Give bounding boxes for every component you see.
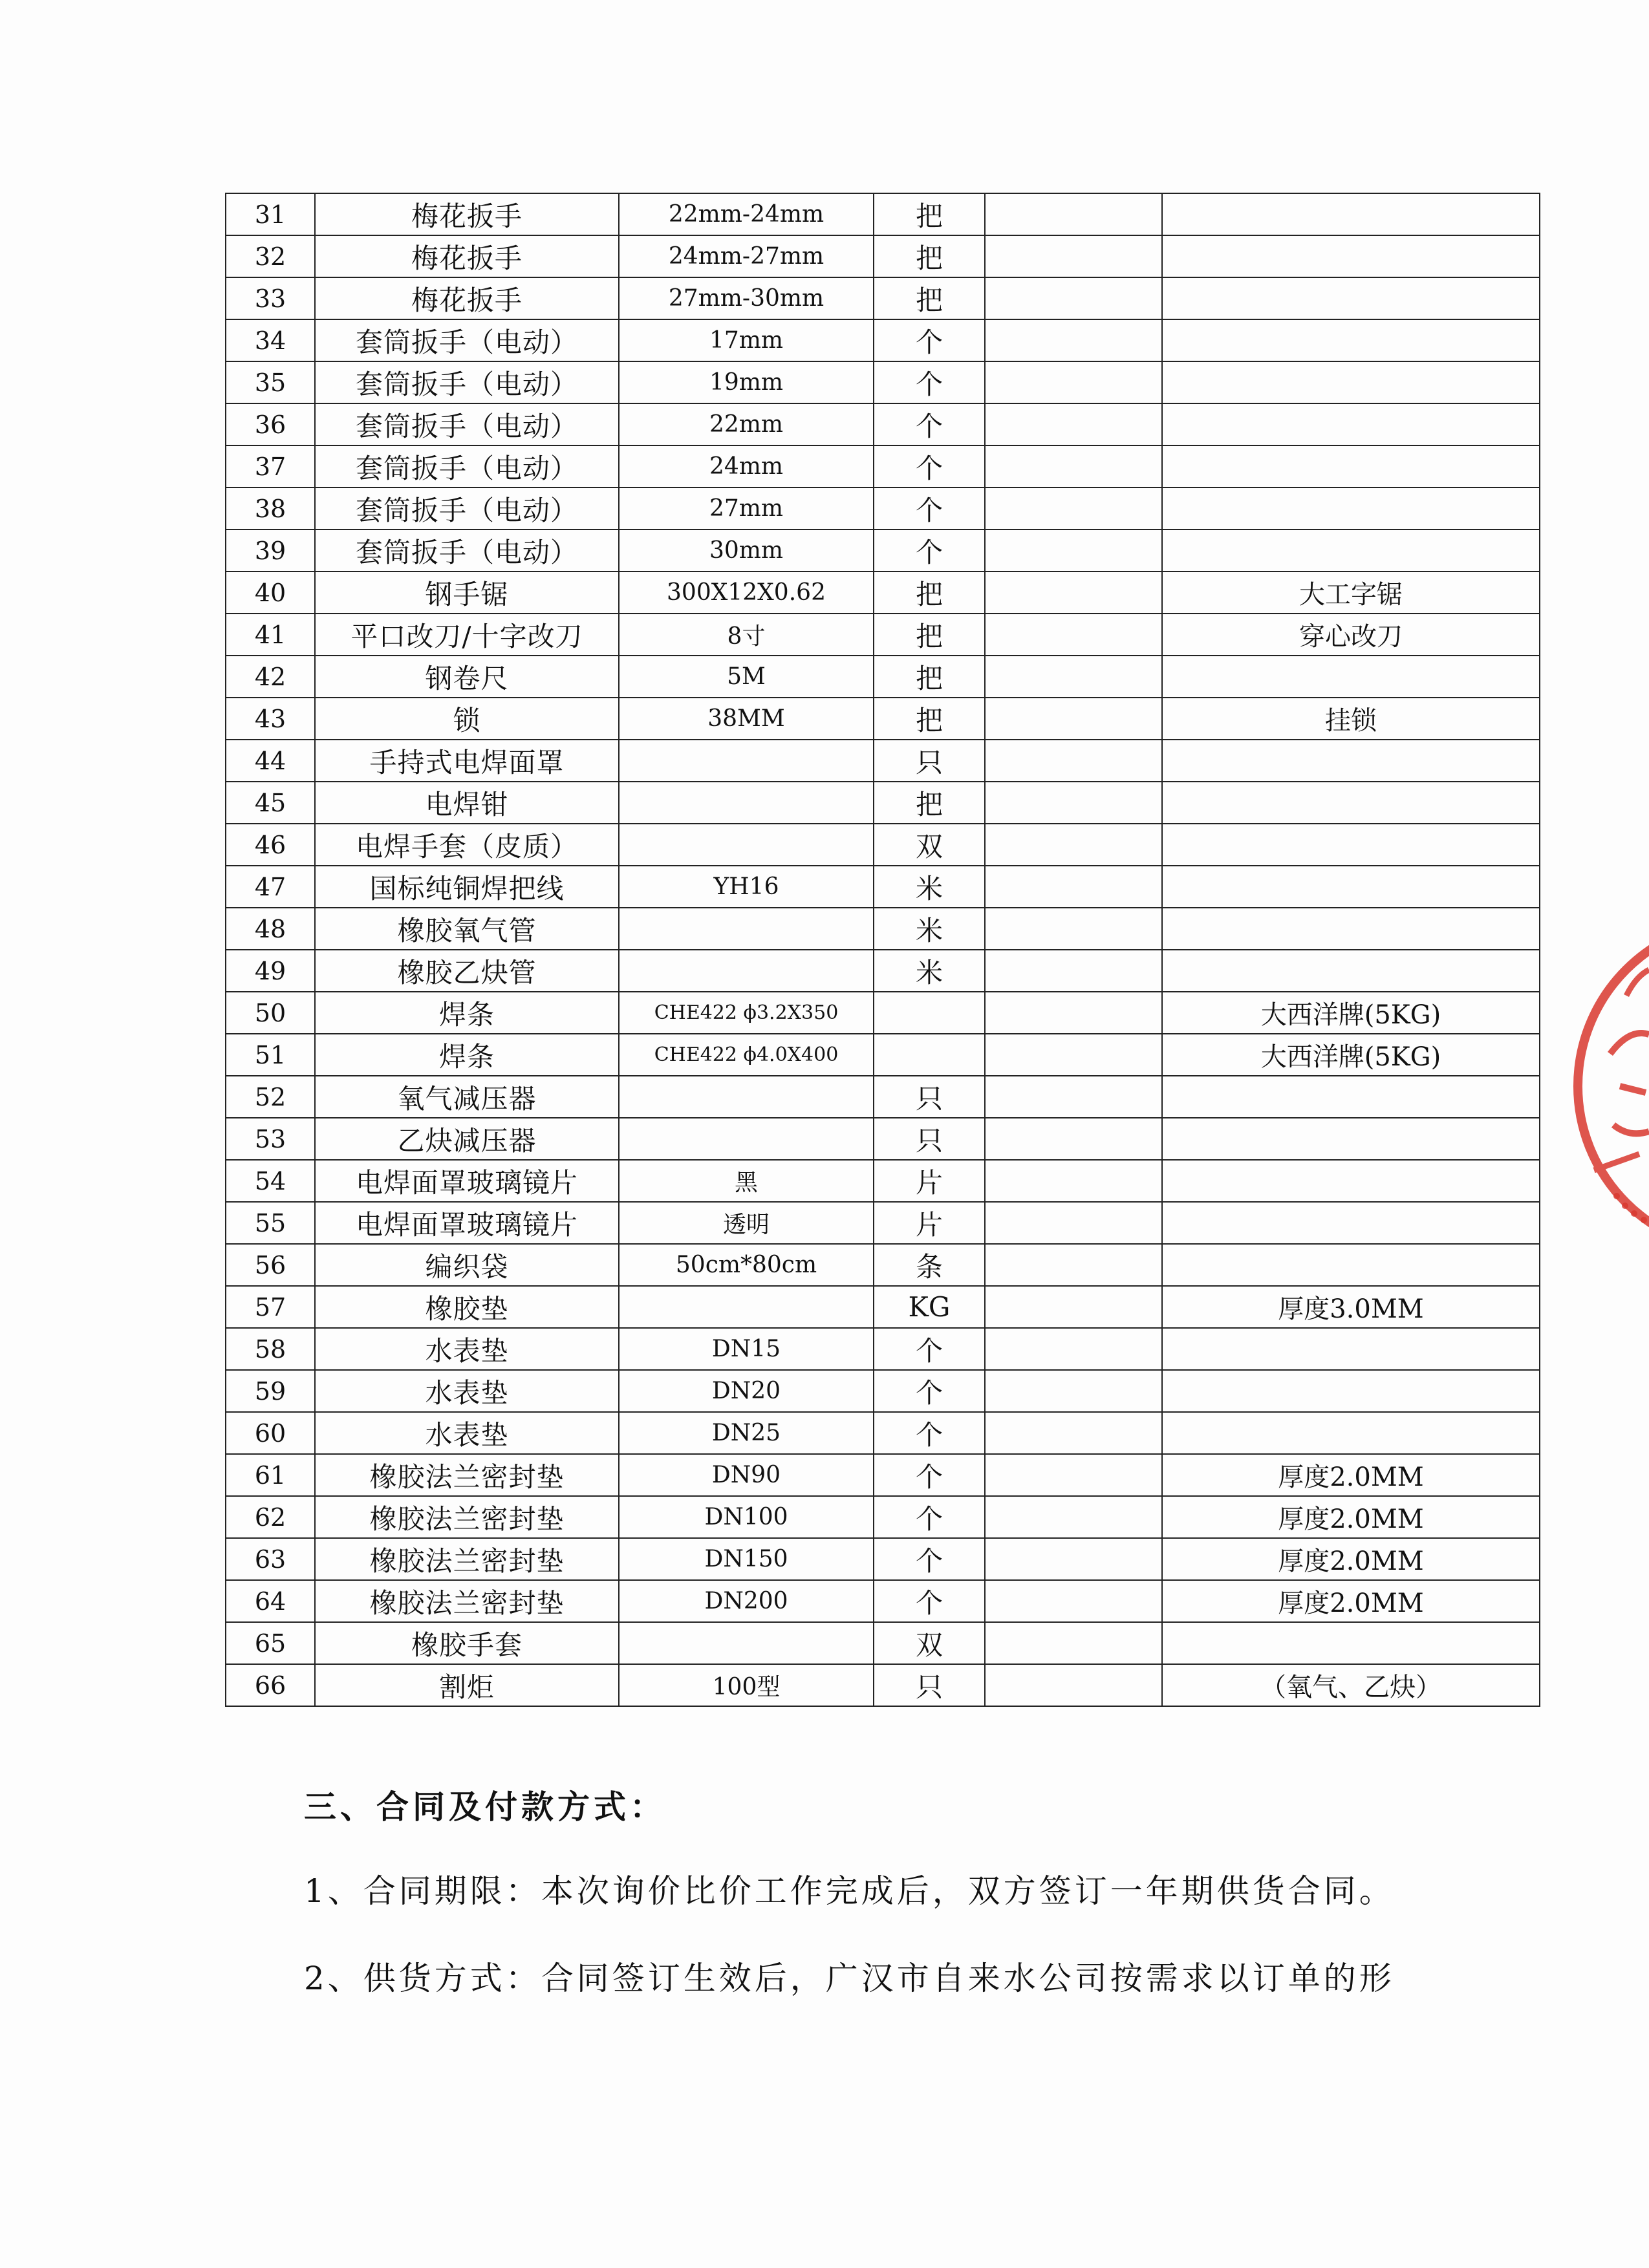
cell-unit: 个: [874, 1370, 985, 1412]
table-row: [226, 740, 1540, 782]
table-row: [226, 656, 1540, 698]
cell-unit: 个: [874, 1412, 985, 1454]
table-row: [226, 614, 1540, 656]
cell-name: 套筒扳手（电动）: [315, 445, 619, 487]
table-row: [226, 866, 1540, 908]
cell-note: [1162, 950, 1540, 992]
cell-no: 39: [226, 530, 315, 572]
cell-spec: DN200: [619, 1580, 874, 1622]
cell-unit: 把: [874, 698, 985, 740]
paragraph-supply-method: 2、供货方式：合同签订生效后，广汉市自来水公司按需求以订单的形: [304, 1960, 1395, 1997]
table-row: [226, 1244, 1540, 1286]
cell-name: 钢手锯: [315, 572, 619, 614]
cell-name: 乙炔减压器: [315, 1118, 619, 1160]
section-title: 三、合同及付款方式：: [304, 1788, 666, 1826]
cell-no: 66: [226, 1664, 315, 1706]
cell-name: 平口改刀/十字改刀: [315, 614, 619, 656]
cell-no: 60: [226, 1412, 315, 1454]
cell-price: [985, 908, 1162, 950]
cell-spec: 黑: [619, 1160, 874, 1202]
cell-price: [985, 1454, 1162, 1496]
cell-note: 厚度2.0MM: [1162, 1454, 1540, 1496]
cell-price: [985, 740, 1162, 782]
cell-note: 穿心改刀: [1162, 614, 1540, 656]
cell-spec: DN150: [619, 1538, 874, 1580]
cell-no: 54: [226, 1160, 315, 1202]
cell-price: [985, 1118, 1162, 1160]
table-row: [226, 950, 1540, 992]
cell-price: [985, 824, 1162, 866]
cell-no: 51: [226, 1034, 315, 1076]
cell-name: 橡胶法兰密封垫: [315, 1454, 619, 1496]
cell-unit: 个: [874, 1580, 985, 1622]
cell-spec: 50cm*80cm: [619, 1244, 874, 1286]
cell-note: 厚度3.0MM: [1162, 1286, 1540, 1328]
cell-no: 47: [226, 866, 315, 908]
cell-name: 电焊手套（皮质）: [315, 824, 619, 866]
table-row: [226, 1286, 1540, 1328]
cell-price: [985, 950, 1162, 992]
items-table-body: [226, 193, 1540, 1706]
cell-spec: 38MM: [619, 698, 874, 740]
table-row: [226, 445, 1540, 487]
cell-no: 34: [226, 319, 315, 361]
cell-unit: 把: [874, 614, 985, 656]
cell-unit: 个: [874, 319, 985, 361]
cell-price: [985, 1328, 1162, 1370]
cell-no: 36: [226, 403, 315, 445]
cell-unit: 条: [874, 1244, 985, 1286]
cell-note: [1162, 1160, 1540, 1202]
cell-note: 厚度2.0MM: [1162, 1580, 1540, 1622]
cell-name: 割炬: [315, 1664, 619, 1706]
table-row: [226, 193, 1540, 235]
cell-unit: 把: [874, 235, 985, 277]
cell-no: 43: [226, 698, 315, 740]
cell-name: 套筒扳手（电动）: [315, 487, 619, 530]
cell-name: 套筒扳手（电动）: [315, 361, 619, 403]
table-row: [226, 782, 1540, 824]
cell-name: 焊条: [315, 1034, 619, 1076]
cell-spec: DN90: [619, 1454, 874, 1496]
cell-spec: DN20: [619, 1370, 874, 1412]
cell-price: [985, 782, 1162, 824]
cell-name: 橡胶氧气管: [315, 908, 619, 950]
cell-price: [985, 319, 1162, 361]
cell-price: [985, 1160, 1162, 1202]
table-row: [226, 1454, 1540, 1496]
cell-spec: 8寸: [619, 614, 874, 656]
cell-note: [1162, 866, 1540, 908]
cell-spec: DN25: [619, 1412, 874, 1454]
table-row: [226, 487, 1540, 530]
cell-price: [985, 530, 1162, 572]
cell-note: [1162, 1202, 1540, 1244]
cell-note: [1162, 193, 1540, 235]
cell-spec: [619, 1286, 874, 1328]
table-row: [226, 1202, 1540, 1244]
cell-name: 橡胶法兰密封垫: [315, 1580, 619, 1622]
cell-spec: 透明: [619, 1202, 874, 1244]
cell-name: 国标纯铜焊把线: [315, 866, 619, 908]
cell-name: 水表垫: [315, 1370, 619, 1412]
cell-spec: DN100: [619, 1496, 874, 1538]
cell-note: [1162, 1118, 1540, 1160]
cell-note: [1162, 235, 1540, 277]
cell-price: [985, 1580, 1162, 1622]
cell-no: 32: [226, 235, 315, 277]
cell-note: [1162, 1244, 1540, 1286]
cell-note: [1162, 782, 1540, 824]
cell-unit: 把: [874, 572, 985, 614]
cell-unit: 米: [874, 866, 985, 908]
cell-note: 挂锁: [1162, 698, 1540, 740]
cell-price: [985, 487, 1162, 530]
paragraph-contract-term: 1、合同期限：本次询价比价工作完成后，双方签订一年期供货合同。: [304, 1872, 1395, 1910]
cell-unit: 米: [874, 908, 985, 950]
cell-name: 套筒扳手（电动）: [315, 403, 619, 445]
cell-note: 大工字锯: [1162, 572, 1540, 614]
cell-no: 65: [226, 1622, 315, 1664]
cell-spec: [619, 740, 874, 782]
cell-unit: 只: [874, 740, 985, 782]
table-row: [226, 572, 1540, 614]
cell-name: 电焊面罩玻璃镜片: [315, 1202, 619, 1244]
cell-note: [1162, 361, 1540, 403]
cell-note: [1162, 1370, 1540, 1412]
cell-unit: 个: [874, 361, 985, 403]
cell-note: [1162, 277, 1540, 319]
cell-no: 35: [226, 361, 315, 403]
cell-unit: 把: [874, 277, 985, 319]
cell-unit: 个: [874, 1496, 985, 1538]
table-row: [226, 992, 1540, 1034]
cell-name: 橡胶法兰密封垫: [315, 1496, 619, 1538]
cell-note: [1162, 319, 1540, 361]
cell-price: [985, 1202, 1162, 1244]
cell-spec: [619, 824, 874, 866]
table-row: [226, 1580, 1540, 1622]
cell-name: 橡胶手套: [315, 1622, 619, 1664]
table-row: [226, 235, 1540, 277]
cell-spec: [619, 1118, 874, 1160]
cell-note: 厚度2.0MM: [1162, 1538, 1540, 1580]
cell-spec: 30mm: [619, 530, 874, 572]
table-row: [226, 1034, 1540, 1076]
cell-unit: 把: [874, 193, 985, 235]
cell-price: [985, 1664, 1162, 1706]
cell-no: 55: [226, 1202, 315, 1244]
cell-name: 梅花扳手: [315, 235, 619, 277]
cell-price: [985, 992, 1162, 1034]
cell-unit: [874, 1034, 985, 1076]
cell-name: 焊条: [315, 992, 619, 1034]
cell-note: [1162, 487, 1540, 530]
cell-name: 橡胶法兰密封垫: [315, 1538, 619, 1580]
cell-spec: 27mm: [619, 487, 874, 530]
table-row: [226, 1370, 1540, 1412]
red-seal-stamp: [1549, 892, 1649, 1293]
cell-name: 橡胶乙炔管: [315, 950, 619, 992]
cell-name: 水表垫: [315, 1412, 619, 1454]
table-row: [226, 908, 1540, 950]
cell-note: [1162, 824, 1540, 866]
cell-note: [1162, 530, 1540, 572]
table-row: [226, 1538, 1540, 1580]
cell-name: 锁: [315, 698, 619, 740]
cell-name: 电焊面罩玻璃镜片: [315, 1160, 619, 1202]
cell-note: [1162, 1328, 1540, 1370]
cell-no: 33: [226, 277, 315, 319]
cell-no: 31: [226, 193, 315, 235]
cell-price: [985, 1412, 1162, 1454]
cell-no: 42: [226, 656, 315, 698]
cell-unit: [874, 992, 985, 1034]
cell-price: [985, 1370, 1162, 1412]
cell-price: [985, 445, 1162, 487]
cell-no: 48: [226, 908, 315, 950]
table-row: [226, 277, 1540, 319]
cell-note: [1162, 1076, 1540, 1118]
cell-unit: 片: [874, 1202, 985, 1244]
cell-unit: 只: [874, 1664, 985, 1706]
table-row: [226, 698, 1540, 740]
cell-unit: 个: [874, 445, 985, 487]
cell-spec: CHE422 ϕ3.2X350: [619, 992, 874, 1034]
cell-no: 57: [226, 1286, 315, 1328]
cell-note: [1162, 445, 1540, 487]
cell-note: [1162, 740, 1540, 782]
cell-spec: YH16: [619, 866, 874, 908]
cell-no: 52: [226, 1076, 315, 1118]
cell-spec: 24mm: [619, 445, 874, 487]
cell-unit: 个: [874, 487, 985, 530]
cell-spec: [619, 1622, 874, 1664]
cell-spec: [619, 950, 874, 992]
cell-price: [985, 614, 1162, 656]
items-table: [225, 193, 1540, 1707]
cell-unit: 个: [874, 1538, 985, 1580]
cell-name: 电焊钳: [315, 782, 619, 824]
table-row: [226, 1664, 1540, 1706]
cell-no: 50: [226, 992, 315, 1034]
table-row: [226, 1496, 1540, 1538]
cell-spec: DN15: [619, 1328, 874, 1370]
cell-unit: 只: [874, 1118, 985, 1160]
cell-spec: 27mm-30mm: [619, 277, 874, 319]
cell-spec: 5M: [619, 656, 874, 698]
cell-price: [985, 277, 1162, 319]
cell-no: 63: [226, 1538, 315, 1580]
cell-no: 45: [226, 782, 315, 824]
cell-price: [985, 698, 1162, 740]
table-row: [226, 824, 1540, 866]
cell-price: [985, 1034, 1162, 1076]
cell-spec: 24mm-27mm: [619, 235, 874, 277]
cell-note: [1162, 403, 1540, 445]
seal-icon: [1549, 892, 1649, 1293]
table-row: [226, 361, 1540, 403]
table-row: [226, 403, 1540, 445]
cell-note: [1162, 1412, 1540, 1454]
cell-no: 49: [226, 950, 315, 992]
cell-note: 大西洋牌(5KG): [1162, 992, 1540, 1034]
cell-no: 53: [226, 1118, 315, 1160]
cell-price: [985, 361, 1162, 403]
cell-note: （氧气、乙炔）: [1162, 1664, 1540, 1706]
cell-unit: 把: [874, 782, 985, 824]
cell-price: [985, 1538, 1162, 1580]
cell-note: [1162, 656, 1540, 698]
cell-unit: 个: [874, 530, 985, 572]
cell-unit: 个: [874, 403, 985, 445]
cell-spec: 300X12X0.62: [619, 572, 874, 614]
cell-price: [985, 403, 1162, 445]
cell-note: [1162, 908, 1540, 950]
cell-unit: 个: [874, 1454, 985, 1496]
cell-unit: 双: [874, 1622, 985, 1664]
cell-no: 46: [226, 824, 315, 866]
cell-spec: 17mm: [619, 319, 874, 361]
cell-name: 橡胶垫: [315, 1286, 619, 1328]
cell-note: 大西洋牌(5KG): [1162, 1034, 1540, 1076]
cell-price: [985, 656, 1162, 698]
cell-spec: CHE422 ϕ4.0X400: [619, 1034, 874, 1076]
cell-unit: KG: [874, 1286, 985, 1328]
cell-price: [985, 1622, 1162, 1664]
cell-no: 40: [226, 572, 315, 614]
table-row: [226, 1622, 1540, 1664]
cell-price: [985, 193, 1162, 235]
cell-no: 37: [226, 445, 315, 487]
cell-price: [985, 572, 1162, 614]
cell-name: 钢卷尺: [315, 656, 619, 698]
cell-spec: [619, 782, 874, 824]
cell-note: [1162, 1622, 1540, 1664]
cell-no: 61: [226, 1454, 315, 1496]
table-row: [226, 1160, 1540, 1202]
cell-unit: 片: [874, 1160, 985, 1202]
cell-unit: 把: [874, 656, 985, 698]
table-row: [226, 1076, 1540, 1118]
cell-unit: 双: [874, 824, 985, 866]
cell-name: 编织袋: [315, 1244, 619, 1286]
table-row: [226, 1118, 1540, 1160]
cell-name: 梅花扳手: [315, 193, 619, 235]
cell-name: 氧气减压器: [315, 1076, 619, 1118]
cell-no: 58: [226, 1328, 315, 1370]
cell-price: [985, 866, 1162, 908]
cell-no: 41: [226, 614, 315, 656]
cell-spec: 22mm: [619, 403, 874, 445]
table-row: [226, 319, 1540, 361]
cell-name: 套筒扳手（电动）: [315, 319, 619, 361]
cell-price: [985, 1076, 1162, 1118]
table-row: [226, 530, 1540, 572]
cell-no: 59: [226, 1370, 315, 1412]
cell-price: [985, 235, 1162, 277]
cell-name: 手持式电焊面罩: [315, 740, 619, 782]
cell-name: 水表垫: [315, 1328, 619, 1370]
cell-no: 44: [226, 740, 315, 782]
cell-spec: 19mm: [619, 361, 874, 403]
cell-name: 梅花扳手: [315, 277, 619, 319]
cell-note: 厚度2.0MM: [1162, 1496, 1540, 1538]
cell-unit: 米: [874, 950, 985, 992]
table-row: [226, 1412, 1540, 1454]
cell-name: 套筒扳手（电动）: [315, 530, 619, 572]
cell-spec: [619, 1076, 874, 1118]
cell-price: [985, 1496, 1162, 1538]
cell-price: [985, 1244, 1162, 1286]
cell-no: 38: [226, 487, 315, 530]
cell-spec: [619, 908, 874, 950]
cell-no: 62: [226, 1496, 315, 1538]
cell-unit: 个: [874, 1328, 985, 1370]
cell-no: 56: [226, 1244, 315, 1286]
cell-unit: 只: [874, 1076, 985, 1118]
cell-spec: 100型: [619, 1664, 874, 1706]
table-row: [226, 1328, 1540, 1370]
cell-price: [985, 1286, 1162, 1328]
cell-spec: 22mm-24mm: [619, 193, 874, 235]
cell-no: 64: [226, 1580, 315, 1622]
